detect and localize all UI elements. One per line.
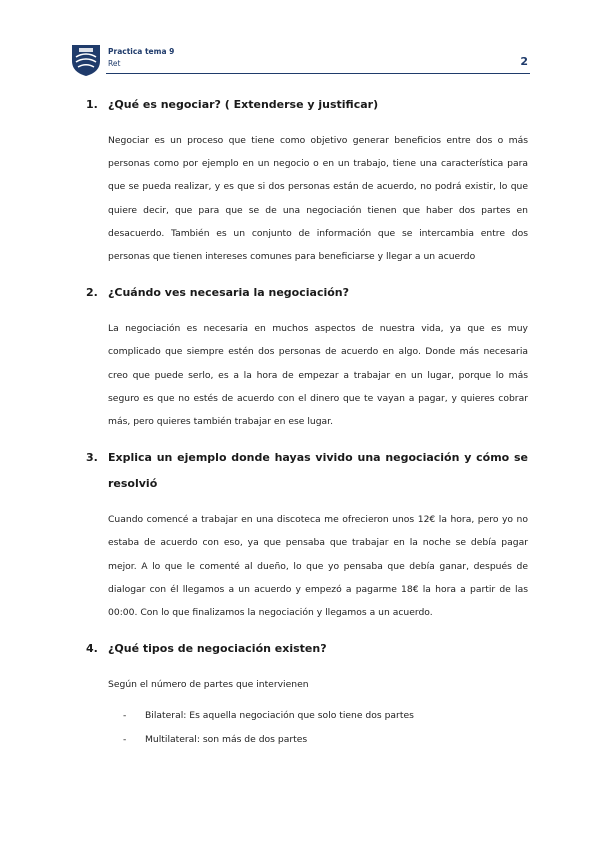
question-text: ¿Qué tipos de negociación existen?: [108, 642, 327, 656]
list-item-text: Bilateral: Es aquella negociación que solo tiene dos partes: [145, 710, 414, 722]
page-header: [70, 40, 530, 78]
question-text: ¿Cuándo ves necesaria la negociación?: [108, 286, 350, 300]
header-subtitle: Ret: [108, 59, 121, 68]
question-number: 2.: [86, 286, 98, 300]
question-text: Explica un ejemplo donde hayas vivido una negociación y cómo se resolvió: [108, 451, 528, 491]
bullet-dash: -: [123, 733, 127, 745]
question-heading-3: [86, 445, 528, 497]
question-heading-4: [86, 636, 528, 662]
negotiation-types-list: [86, 704, 528, 750]
answer-paragraph-2: La negociación es necesaria en muchos aspectos de nuestra vida, ya que es muy complicado que siempre estén dos personas de acuerdo en algo. Donde más necesaria creo que puede serlo, es a la hora de empezar a trabajar en un lugar, porque lo más seguro es que no estés de acuerdo con el dinero que te vayan a pagar, y quieres cobrar más, pero quieres también trabajar en ese lugar.: [108, 323, 528, 428]
page-number: 2: [520, 55, 528, 68]
list-item-text: Multilateral: son más de dos partes: [145, 733, 308, 745]
list-item: [123, 704, 528, 727]
question-number: 4.: [86, 642, 98, 656]
document-body: [86, 92, 528, 751]
question-number: 1.: [86, 98, 98, 111]
answer-paragraph-1: Negociar es un proceso que tiene como objetivo generar beneficios entre dos o más personas como por ejemplo en un negocio o en un trabajo, tiene una característica para que se pueda realizar, y es que si dos personas están de acuerdo, no podrá existir, lo que quiere decir, que para que se de una negociación tienen que haber dos partes en desacuerdo. También es un conjunto de información que se intercambia entre dos personas que tienen intereses comunes para beneficiarse y llegar a un acuerdo: [108, 135, 528, 263]
question-heading-1: [86, 92, 528, 118]
question-number: 3.: [86, 451, 98, 465]
question-heading-2: [86, 280, 528, 306]
question-text: ¿Qué es negociar? ( Extenderse y justificar): [108, 98, 379, 111]
bullet-dash: -: [123, 710, 127, 722]
answer-paragraph-4: Según el número de partes que intervienen: [108, 679, 309, 691]
answer-paragraph-3: Cuando comencé a trabajar en una discoteca me ofrecieron unos 12€ la hora, pero yo no estaba de acuerdo con eso, ya que pensaba que trabajar en la noche se debía pagar mejor. A lo que le comenté al dueño, lo que yo pensaba que debía ganar, después de dialogar con él llegamos a un acuerdo y empezó a pagarme 18€ la hora a partir de las 00:00. Con lo que finalizamos la negociación y llegamos a un acuerdo.: [108, 514, 528, 619]
header-title: Practica tema 9: [108, 47, 175, 56]
list-item: [123, 728, 528, 751]
shield-logo-icon: [70, 43, 102, 77]
header-divider: [106, 73, 530, 74]
